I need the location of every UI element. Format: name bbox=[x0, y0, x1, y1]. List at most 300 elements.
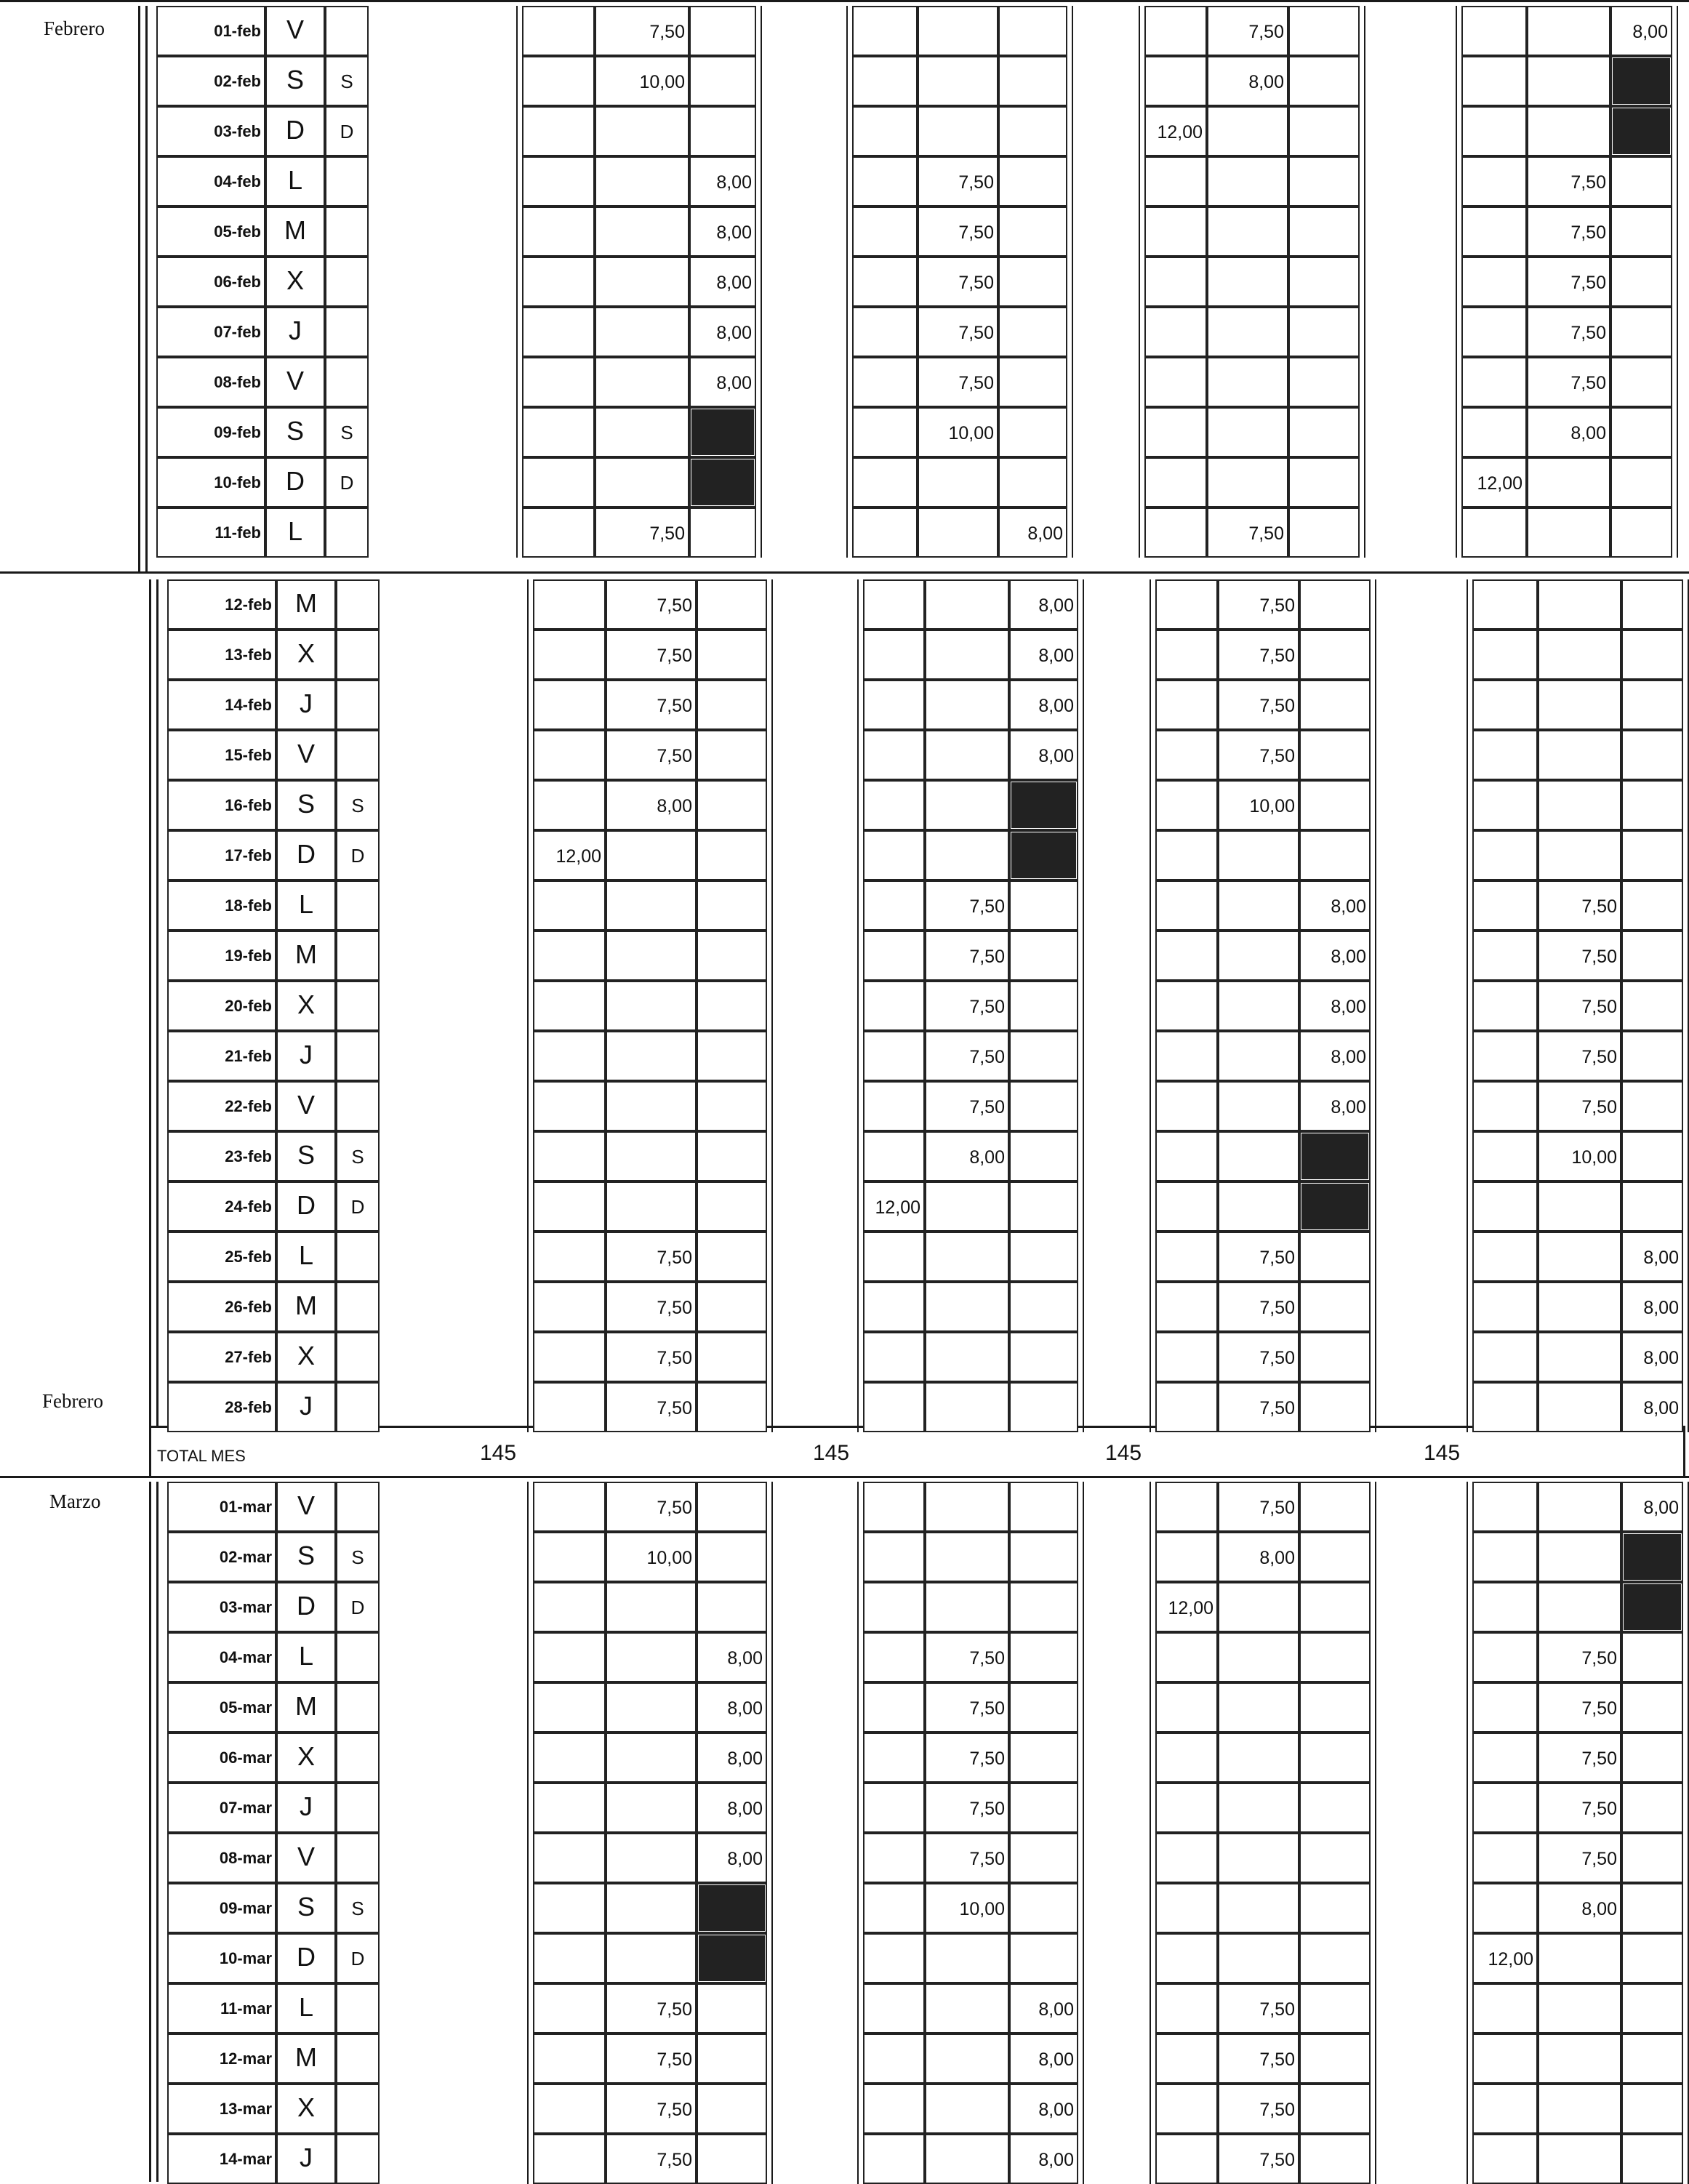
shift-cell bbox=[1218, 1883, 1299, 1933]
group-frame-line bbox=[1072, 507, 1073, 558]
shift-cell bbox=[863, 1632, 925, 1682]
weekday-letter: M bbox=[295, 1691, 317, 1721]
hours-value: 7,50 bbox=[1570, 323, 1606, 343]
shift-cell bbox=[1288, 106, 1360, 156]
weekday-letter: L bbox=[298, 1240, 314, 1270]
group-frame-line bbox=[1083, 2034, 1084, 2084]
group-frame-line bbox=[1150, 1282, 1151, 1332]
date-label: 24-feb bbox=[225, 1197, 272, 1216]
shift-cell bbox=[925, 1282, 1009, 1332]
group-frame-line bbox=[527, 630, 529, 680]
group-frame-line bbox=[1467, 830, 1468, 880]
total-value-3: 145 bbox=[1105, 1441, 1142, 1465]
group-frame-line bbox=[1375, 1232, 1376, 1282]
shift-cell bbox=[1527, 106, 1610, 156]
weekend-marker-cell bbox=[325, 156, 369, 206]
weekend-marker-cell bbox=[336, 1833, 380, 1883]
schedule-row bbox=[0, 830, 1689, 880]
group-frame-line bbox=[771, 1131, 773, 1181]
group-frame-line bbox=[1375, 730, 1376, 780]
shift-cell bbox=[1009, 931, 1078, 981]
group-frame-line bbox=[857, 680, 859, 730]
group-frame-line bbox=[1375, 1332, 1376, 1382]
hours-value: 10,00 bbox=[1249, 796, 1295, 816]
group-frame-line bbox=[1456, 457, 1457, 507]
shift-cell bbox=[1538, 780, 1621, 830]
schedule-row bbox=[0, 357, 1689, 407]
shift-cell bbox=[1472, 981, 1538, 1031]
shift-cell bbox=[925, 780, 1009, 830]
group-frame-line bbox=[1375, 1482, 1376, 1532]
weekday-letter: J bbox=[300, 688, 313, 718]
group-frame-line bbox=[1083, 1131, 1084, 1181]
group-frame-line bbox=[846, 507, 848, 558]
group-frame-line bbox=[1467, 1632, 1468, 1682]
group-frame-line bbox=[1375, 1883, 1376, 1933]
shift-cell bbox=[1472, 1081, 1538, 1131]
hours-value: 7,50 bbox=[657, 2049, 692, 2070]
group-frame-line bbox=[1139, 507, 1140, 558]
shift-cell bbox=[925, 1532, 1009, 1582]
weekday-letter: V bbox=[286, 366, 304, 396]
group-frame-line bbox=[771, 1582, 773, 1632]
group-frame-line bbox=[761, 106, 762, 156]
group-frame-line bbox=[1150, 780, 1151, 830]
date-label: 16-feb bbox=[225, 796, 272, 814]
shift-cell bbox=[1461, 206, 1527, 257]
shift-cell bbox=[533, 1332, 606, 1382]
shift-cell bbox=[1472, 830, 1538, 880]
shift-cell bbox=[1621, 830, 1683, 880]
hours-value: 8,00 bbox=[1643, 1248, 1679, 1268]
group-frame-line bbox=[771, 931, 773, 981]
hours-value: 8,00 bbox=[1331, 896, 1366, 917]
hours-value: 12,00 bbox=[1488, 1949, 1533, 1970]
hours-value: 7,50 bbox=[657, 595, 692, 616]
shift-cell bbox=[533, 1282, 606, 1332]
group-frame-line bbox=[1364, 6, 1365, 56]
shift-cell bbox=[595, 106, 689, 156]
shift-cell bbox=[533, 2034, 606, 2084]
shift-cell bbox=[697, 1181, 767, 1232]
group-frame-line bbox=[1150, 630, 1151, 680]
schedule-row bbox=[0, 56, 1689, 106]
group-frame-line bbox=[1364, 257, 1365, 307]
schedule-row bbox=[0, 156, 1689, 206]
shift-cell bbox=[1299, 1632, 1371, 1682]
group-frame-line bbox=[1150, 1081, 1151, 1131]
schedule-row bbox=[0, 2034, 1689, 2084]
group-frame-line bbox=[846, 307, 848, 357]
shift-cell bbox=[533, 579, 606, 630]
shaded-block bbox=[1624, 1534, 1681, 1580]
weekend-marker-cell bbox=[336, 1031, 380, 1081]
shift-cell bbox=[863, 1933, 925, 1983]
weekend-marker-cell bbox=[336, 1983, 380, 2034]
shift-cell bbox=[1009, 1382, 1078, 1432]
group-frame-line bbox=[1083, 1933, 1084, 1983]
shift-cell bbox=[689, 56, 756, 106]
shift-cell bbox=[1144, 507, 1207, 558]
shift-cell bbox=[1218, 1632, 1299, 1682]
hours-value: 8,00 bbox=[1038, 2049, 1074, 2070]
date-label: 07-mar bbox=[219, 1799, 272, 1817]
total-row bbox=[149, 1426, 1685, 1478]
shift-cell bbox=[1207, 357, 1288, 407]
hours-value: 7,50 bbox=[657, 1398, 692, 1418]
schedule-row bbox=[0, 579, 1689, 630]
date-label: 13-mar bbox=[219, 2100, 272, 2118]
shift-cell bbox=[697, 1382, 767, 1432]
weekday-letter: D bbox=[286, 466, 305, 496]
weekday-letter: L bbox=[298, 1992, 314, 2022]
group-frame-line bbox=[1083, 931, 1084, 981]
shift-cell bbox=[925, 1582, 1009, 1632]
weekend-marker-cell bbox=[336, 1232, 380, 1282]
schedule-row bbox=[0, 630, 1689, 680]
shift-cell bbox=[1621, 880, 1683, 931]
shift-cell bbox=[595, 257, 689, 307]
group-frame-line bbox=[527, 880, 529, 931]
weekday-letter: J bbox=[289, 316, 302, 345]
weekend-marker-cell bbox=[325, 307, 369, 357]
shift-cell bbox=[533, 1883, 606, 1933]
date-label: 21-feb bbox=[225, 1047, 272, 1065]
hours-value: 7,50 bbox=[969, 1849, 1005, 1869]
group-frame-line bbox=[527, 1632, 529, 1682]
weekend-marker: D bbox=[350, 1597, 365, 1618]
date-label: 04-feb bbox=[214, 172, 261, 190]
date-label: 02-feb bbox=[214, 72, 261, 90]
shift-cell bbox=[925, 1332, 1009, 1382]
shift-cell bbox=[1299, 730, 1371, 780]
shift-cell bbox=[1207, 407, 1288, 457]
shift-cell bbox=[1621, 931, 1683, 981]
shift-cell bbox=[1527, 507, 1610, 558]
shift-cell bbox=[533, 630, 606, 680]
schedule-row bbox=[0, 1482, 1689, 1532]
shift-cell bbox=[1218, 1682, 1299, 1733]
shift-cell bbox=[1207, 257, 1288, 307]
group-frame-line bbox=[1083, 1682, 1084, 1733]
shift-cell bbox=[918, 56, 998, 106]
group-frame-line bbox=[1364, 457, 1365, 507]
shift-cell bbox=[1218, 1181, 1299, 1232]
date-label: 17-feb bbox=[225, 846, 272, 864]
hours-value: 7,50 bbox=[1259, 1298, 1295, 1318]
shift-cell bbox=[1288, 357, 1360, 407]
shift-cell bbox=[852, 56, 918, 106]
date-label: 02-mar bbox=[219, 1548, 272, 1566]
group-frame-line bbox=[846, 106, 848, 156]
group-frame-line bbox=[771, 880, 773, 931]
shift-cell bbox=[1472, 1833, 1538, 1883]
group-frame-line bbox=[1150, 931, 1151, 981]
shift-cell bbox=[522, 106, 595, 156]
shift-cell bbox=[1009, 1131, 1078, 1181]
date-label: 27-feb bbox=[225, 1348, 272, 1366]
group-frame-line bbox=[761, 206, 762, 257]
shift-cell bbox=[1009, 981, 1078, 1031]
group-frame-line bbox=[1083, 1833, 1084, 1883]
shift-cell bbox=[1288, 307, 1360, 357]
shift-cell bbox=[863, 1883, 925, 1933]
group-frame-line bbox=[1456, 507, 1457, 558]
shift-cell bbox=[925, 1482, 1009, 1532]
group-frame-line bbox=[857, 1983, 859, 2034]
group-frame-line bbox=[1467, 1332, 1468, 1382]
shift-cell bbox=[1288, 507, 1360, 558]
top-border bbox=[0, 0, 1689, 2]
schedule-row bbox=[0, 1081, 1689, 1131]
shift-cell bbox=[1461, 507, 1527, 558]
shift-cell bbox=[1218, 931, 1299, 981]
group-frame-line bbox=[1467, 1131, 1468, 1181]
shift-cell bbox=[1155, 1532, 1218, 1582]
schedule-row bbox=[0, 1883, 1689, 1933]
shift-cell bbox=[998, 56, 1067, 106]
group-frame-line bbox=[846, 407, 848, 457]
hours-value: 7,50 bbox=[958, 222, 994, 243]
schedule-row bbox=[0, 1232, 1689, 1282]
hours-value: 7,50 bbox=[1581, 896, 1617, 917]
shift-cell bbox=[1155, 1933, 1218, 1983]
group-frame-line bbox=[527, 680, 529, 730]
shift-cell bbox=[606, 1833, 697, 1883]
shift-cell bbox=[533, 1783, 606, 1833]
shift-cell bbox=[863, 880, 925, 931]
shift-cell bbox=[1288, 457, 1360, 507]
group-frame-line bbox=[1467, 1181, 1468, 1232]
shift-cell bbox=[606, 1131, 697, 1181]
shift-cell bbox=[689, 6, 756, 56]
schedule-row bbox=[0, 206, 1689, 257]
weekend-marker: D bbox=[350, 1196, 365, 1218]
weekend-marker-cell bbox=[336, 730, 380, 780]
month-label-february-top: Febrero bbox=[44, 17, 105, 39]
group-frame-line bbox=[527, 1081, 529, 1131]
group-frame-line bbox=[1083, 1532, 1084, 1582]
group-frame-line bbox=[1150, 1582, 1151, 1632]
shift-cell bbox=[1472, 630, 1538, 680]
date-label: 14-mar bbox=[219, 2150, 272, 2168]
shift-cell bbox=[863, 1232, 925, 1282]
shift-cell bbox=[1472, 1983, 1538, 2034]
weekend-marker-cell bbox=[336, 1282, 380, 1332]
hours-value: 7,50 bbox=[1259, 2100, 1295, 2120]
shift-cell bbox=[1299, 1783, 1371, 1833]
group-frame-line bbox=[1150, 1131, 1151, 1181]
hours-value: 8,00 bbox=[1038, 1999, 1074, 2020]
group-frame-line bbox=[1456, 56, 1457, 106]
group-frame-line bbox=[1456, 307, 1457, 357]
shift-cell bbox=[1472, 2084, 1538, 2134]
group-frame-line bbox=[1456, 357, 1457, 407]
shift-cell bbox=[1472, 1682, 1538, 1733]
shift-cell bbox=[1538, 680, 1621, 730]
date-label: 06-mar bbox=[219, 1749, 272, 1767]
group-frame-line bbox=[1150, 1632, 1151, 1682]
group-frame-line bbox=[1467, 1783, 1468, 1833]
weekend-marker: S bbox=[351, 795, 364, 816]
shift-cell bbox=[1538, 730, 1621, 780]
group-frame-line bbox=[846, 56, 848, 106]
group-frame-line bbox=[771, 780, 773, 830]
date-label: 07-feb bbox=[214, 323, 261, 341]
shift-cell bbox=[697, 780, 767, 830]
shift-cell bbox=[1472, 1282, 1538, 1332]
shift-cell bbox=[595, 407, 689, 457]
weekday-letter: V bbox=[297, 739, 315, 768]
shift-cell bbox=[697, 1332, 767, 1382]
shift-cell bbox=[852, 106, 918, 156]
shift-cell bbox=[1621, 2134, 1683, 2184]
shift-cell bbox=[697, 680, 767, 730]
group-frame-line bbox=[527, 1282, 529, 1332]
shift-cell bbox=[1218, 1833, 1299, 1883]
group-frame-line bbox=[761, 507, 762, 558]
shift-cell bbox=[1009, 1181, 1078, 1232]
weekend-marker-cell bbox=[336, 1783, 380, 1833]
group-frame-line bbox=[1364, 357, 1365, 407]
shift-cell bbox=[533, 1232, 606, 1282]
group-frame-line bbox=[857, 1482, 859, 1532]
hours-value: 8,00 bbox=[716, 323, 752, 343]
group-frame-line bbox=[1083, 2084, 1084, 2134]
shift-cell bbox=[1009, 1733, 1078, 1783]
group-frame-line bbox=[1456, 257, 1457, 307]
shaded-block bbox=[1624, 1584, 1681, 1630]
hours-value: 7,50 bbox=[657, 646, 692, 666]
shift-cell bbox=[1144, 357, 1207, 407]
shift-cell bbox=[863, 1131, 925, 1181]
shift-cell bbox=[697, 931, 767, 981]
date-label: 14-feb bbox=[225, 696, 272, 714]
weekend-marker: S bbox=[351, 1546, 364, 1568]
shift-cell bbox=[1472, 1382, 1538, 1432]
hours-value: 7,50 bbox=[1248, 22, 1284, 42]
weekday-letter: V bbox=[297, 1490, 315, 1520]
hours-value: 7,50 bbox=[657, 2100, 692, 2120]
shift-cell bbox=[1538, 1482, 1621, 1532]
group-frame-line bbox=[1083, 730, 1084, 780]
group-frame-line bbox=[527, 2134, 529, 2184]
group-frame-line bbox=[1375, 1783, 1376, 1833]
shift-cell bbox=[606, 880, 697, 931]
group-frame-line bbox=[527, 579, 529, 630]
date-label: 28-feb bbox=[225, 1398, 272, 1416]
group-frame-line bbox=[1083, 1482, 1084, 1532]
group-frame-line bbox=[1139, 206, 1140, 257]
hours-value: 8,00 bbox=[969, 1147, 1005, 1168]
section-divider bbox=[0, 571, 1689, 574]
shift-cell bbox=[1288, 407, 1360, 457]
hours-value: 7,50 bbox=[1581, 997, 1617, 1017]
group-frame-line bbox=[1139, 307, 1140, 357]
group-frame-line bbox=[1150, 1833, 1151, 1883]
weekend-marker-cell bbox=[336, 1632, 380, 1682]
group-frame-line bbox=[857, 1031, 859, 1081]
section-divider bbox=[0, 1476, 1689, 1478]
shift-cell bbox=[606, 1582, 697, 1632]
group-frame-line bbox=[857, 1733, 859, 1783]
weekend-marker-cell bbox=[336, 2134, 380, 2184]
shift-cell bbox=[1527, 6, 1610, 56]
shift-cell bbox=[1610, 307, 1672, 357]
hours-value: 7,50 bbox=[969, 1749, 1005, 1769]
weekend-marker: S bbox=[351, 1898, 364, 1919]
weekend-marker-cell bbox=[336, 880, 380, 931]
shift-cell bbox=[1621, 1081, 1683, 1131]
group-frame-line bbox=[527, 1933, 529, 1983]
group-frame-line bbox=[1456, 106, 1457, 156]
group-frame-line bbox=[1375, 1983, 1376, 2034]
shift-cell bbox=[863, 1031, 925, 1081]
shift-cell bbox=[1621, 780, 1683, 830]
hours-value: 10,00 bbox=[639, 72, 685, 92]
hours-value: 7,50 bbox=[649, 22, 685, 42]
weekend-marker-cell bbox=[336, 1733, 380, 1783]
hours-value: 8,00 bbox=[1038, 646, 1074, 666]
group-frame-line bbox=[771, 1081, 773, 1131]
hours-value: 7,50 bbox=[657, 746, 692, 766]
shift-cell bbox=[533, 1582, 606, 1632]
shift-cell bbox=[1155, 2084, 1218, 2134]
shift-cell bbox=[863, 1833, 925, 1883]
hours-value: 7,50 bbox=[958, 172, 994, 193]
hours-value: 7,50 bbox=[649, 523, 685, 544]
group-frame-line bbox=[771, 1632, 773, 1682]
shift-cell bbox=[1155, 1382, 1218, 1432]
group-frame-line bbox=[1375, 830, 1376, 880]
shift-cell bbox=[1009, 1081, 1078, 1131]
shift-cell bbox=[697, 1081, 767, 1131]
group-frame-line bbox=[771, 1031, 773, 1081]
hours-value: 12,00 bbox=[1168, 1598, 1213, 1618]
weekend-marker-cell bbox=[336, 630, 380, 680]
shift-cell bbox=[998, 307, 1067, 357]
shift-cell bbox=[918, 106, 998, 156]
shift-cell bbox=[1472, 680, 1538, 730]
shift-cell bbox=[1610, 156, 1672, 206]
group-frame-line bbox=[771, 1983, 773, 2034]
shaded-block bbox=[1011, 782, 1076, 828]
hours-value: 8,00 bbox=[1038, 595, 1074, 616]
shaded-block bbox=[699, 1935, 765, 1981]
group-frame-line bbox=[516, 56, 518, 106]
hours-value: 8,00 bbox=[727, 1799, 763, 1819]
hours-value: 12,00 bbox=[555, 846, 601, 867]
group-frame-line bbox=[1677, 56, 1678, 106]
shift-cell bbox=[697, 1482, 767, 1532]
shift-cell bbox=[1610, 206, 1672, 257]
shift-cell bbox=[1155, 630, 1218, 680]
group-frame-line bbox=[1083, 1582, 1084, 1632]
shift-cell bbox=[863, 2034, 925, 2084]
schedule-row bbox=[0, 780, 1689, 830]
group-frame-line bbox=[1467, 880, 1468, 931]
group-frame-line bbox=[1467, 1081, 1468, 1131]
shift-cell bbox=[1155, 830, 1218, 880]
hours-value: 8,00 bbox=[1331, 947, 1366, 967]
hours-value: 7,50 bbox=[969, 1047, 1005, 1067]
hours-value: 7,50 bbox=[1570, 373, 1606, 393]
hours-value: 8,00 bbox=[1248, 72, 1284, 92]
total-label: TOTAL MES bbox=[157, 1447, 246, 1465]
shift-cell bbox=[925, 579, 1009, 630]
group-frame-line bbox=[1139, 6, 1140, 56]
shift-cell bbox=[852, 307, 918, 357]
